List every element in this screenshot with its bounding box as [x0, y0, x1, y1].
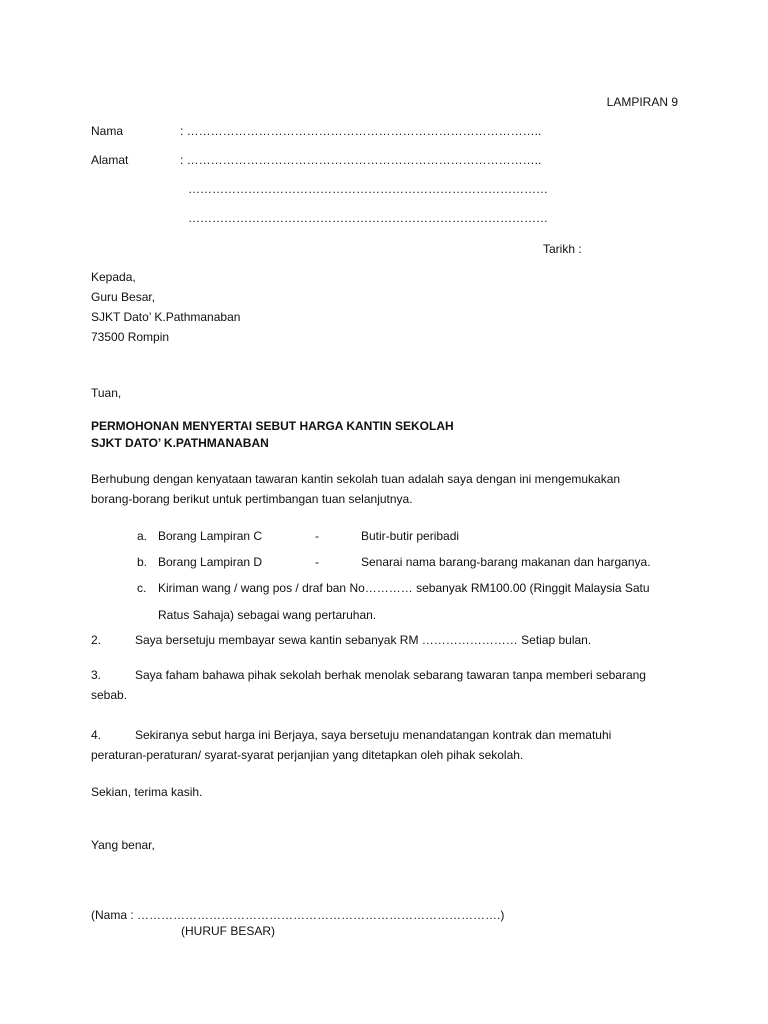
paragraph-3-number: 3.	[91, 668, 102, 682]
subject-line-2: SJKT DATO’ K.PATHMANABAN	[91, 436, 269, 450]
item-c-line-1: Kiriman wang / wang pos / draf ban No………… sebanyak RM100.00 (Ringgit Malaysia Satu	[158, 581, 650, 595]
recipient-line-3: SJKT Dato’ K.Pathmanaban	[91, 310, 241, 324]
address-field-line-3: ………………………………………………………………………………	[188, 211, 548, 225]
item-c-marker: c.	[137, 581, 147, 595]
item-a-label: Borang Lampiran C	[158, 529, 263, 543]
item-b-desc: Senarai nama barang-barang makanan dan harganya.	[361, 555, 651, 569]
item-a-desc: Butir-butir peribadi	[361, 529, 460, 543]
subject-line-1: PERMOHONAN MENYERTAI SEBUT HARGA KANTIN SEKOLAH	[91, 419, 454, 433]
intro-line-1: Berhubung dengan kenyataan tawaran kantin sekolah tuan adalah saya dengan ini mengemukakan	[91, 472, 621, 486]
signature-name-line: (Nama : ……………………………………………………………………………….)	[91, 908, 505, 922]
recipient-line-1: Kepada,	[91, 270, 136, 284]
item-a-marker: a.	[137, 529, 148, 543]
closing-thanks: Sekian, terima kasih.	[91, 785, 203, 799]
item-b-dash: -	[315, 555, 319, 569]
name-field-line: : ……………………………………………………………………………..	[180, 124, 542, 138]
date-label: Tarikh :	[543, 242, 582, 256]
name-label: Nama	[91, 124, 124, 138]
item-c-line-2: Ratus Sahaja) sebagai wang pertaruhan.	[158, 608, 377, 622]
item-b-label: Borang Lampiran D	[158, 555, 263, 569]
caps-note: (HURUF BESAR)	[181, 924, 276, 938]
item-a-dash: -	[315, 529, 319, 543]
paragraph-3-text: Saya faham bahawa pihak sekolah berhak menolak sebarang tawaran tanpa memberi sebarang	[135, 668, 646, 682]
address-label: Alamat	[91, 153, 129, 167]
address-field-line-1: : ……………………………………………………………………………..	[180, 153, 542, 167]
paragraph-2-text: Saya bersetuju membayar sewa kantin sebanyak RM …………………… Setiap bulan.	[135, 633, 592, 647]
address-field-line-2: ………………………………………………………………………………	[188, 182, 548, 196]
paragraph-4-text: Sekiranya sebut harga ini Berjaya, saya bersetuju menandatangan kontrak dan mematuhi	[135, 728, 612, 742]
paragraph-4-number: 4.	[91, 728, 102, 742]
item-b-marker: b.	[137, 555, 148, 569]
lampiran-label: LAMPIRAN 9	[606, 95, 678, 109]
paragraph-2-number: 2.	[91, 633, 102, 647]
recipient-line-4: 73500 Rompin	[91, 330, 170, 344]
salutation: Tuan,	[91, 386, 122, 400]
recipient-line-2: Guru Besar,	[91, 290, 156, 304]
closing-yours: Yang benar,	[91, 838, 155, 852]
intro-line-2: borang-borang berikut untuk pertimbangan tuan selanjutnya.	[91, 492, 413, 506]
paragraph-3-continuation: sebab.	[91, 688, 128, 702]
paragraph-4-continuation: peraturan-peraturan/ syarat-syarat perjanjian yang ditetapkan oleh pihak sekolah.	[91, 748, 524, 762]
